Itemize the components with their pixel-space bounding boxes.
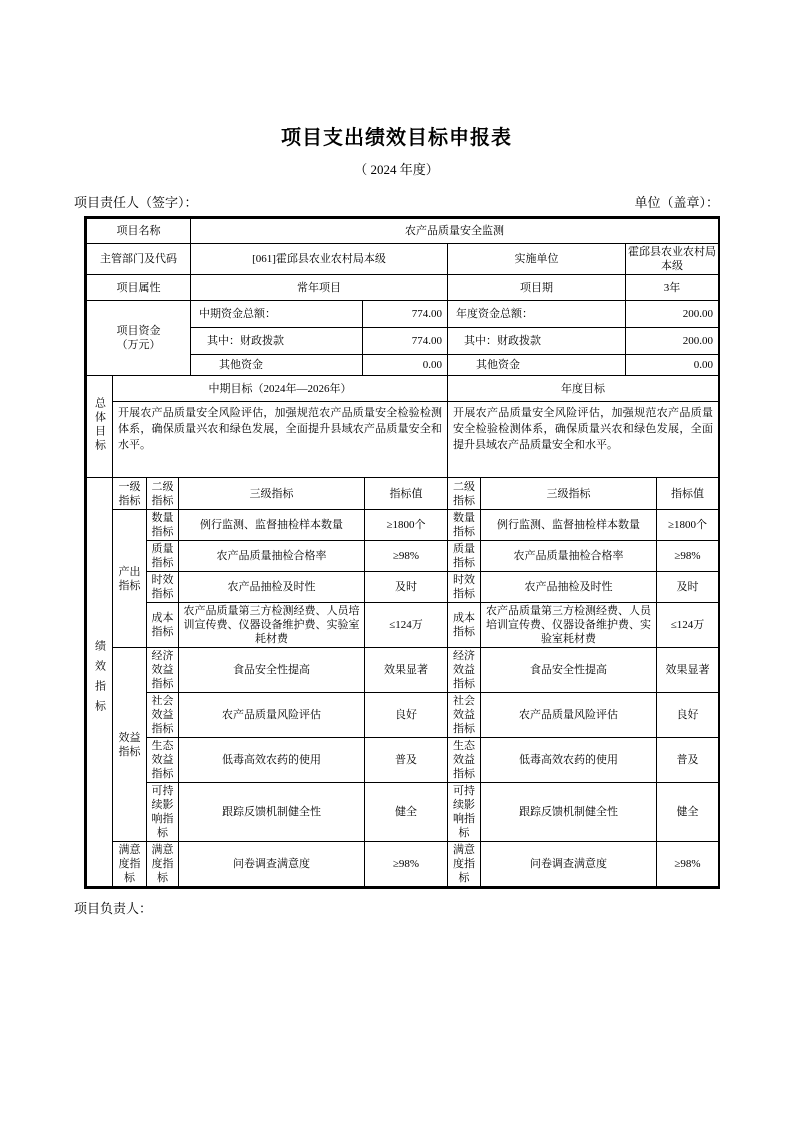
l3-cell: 农产品质量风险评估: [179, 693, 365, 738]
annual-other-label: 其他资金: [448, 355, 626, 376]
indicator-row: [87, 693, 719, 738]
l3-cell: 低毒高效农药的使用: [179, 738, 365, 783]
header-level2-annual: 二级指标: [448, 478, 481, 510]
value-cell: ≥98%: [365, 541, 448, 572]
indicator-row: [87, 510, 719, 541]
l3-cell: 问卷调查满意度: [179, 842, 365, 887]
value-cell: 及时: [365, 572, 448, 603]
mid-goal-header: 中期目标（2024年—2026年）: [113, 376, 448, 402]
indicator-row: [87, 783, 719, 842]
project-leader-label: 项目负责人：: [74, 901, 153, 916]
table-row: [87, 219, 719, 244]
value-cell-annual: ≥1800个: [657, 510, 719, 541]
overall-goal-label-text: 总体目标: [93, 396, 106, 453]
l2-cell: 经济效益指标: [147, 648, 179, 693]
l3-cell-annual: 农产品质量风险评估: [481, 693, 657, 738]
l2-cell: 社会效益指标: [147, 693, 179, 738]
impl-unit-label: 实施单位: [448, 244, 626, 275]
overall-goal-table: [86, 375, 719, 478]
mid-fiscal-value: 774.00: [363, 328, 448, 355]
l3-cell: 跟踪反馈机制健全性: [179, 783, 365, 842]
project-info-table: [86, 218, 719, 376]
group-output-label: 产出指标: [113, 510, 147, 648]
l3-cell-annual: 农产品质量抽检合格率: [481, 541, 657, 572]
group-satisfaction-label: 满意度指标: [113, 842, 147, 887]
annual-other-value: 0.00: [626, 355, 719, 376]
signature-row: [74, 192, 719, 211]
value-cell: ≥98%: [365, 842, 448, 887]
table-row: [87, 376, 719, 402]
indicators-table: [86, 477, 719, 887]
l2-cell: 质量指标: [147, 541, 179, 572]
mid-other-label: 其他资金: [191, 355, 363, 376]
mid-total-value: 774.00: [363, 301, 448, 328]
value-cell-annual: ≤124万: [657, 603, 719, 648]
indicator-row: [87, 842, 719, 887]
annual-total-label: 年度资金总额：: [448, 301, 626, 328]
annual-total-value: 200.00: [626, 301, 719, 328]
l2-cell-annual: 可持续影响指标: [448, 783, 481, 842]
unit-seal-label: 单位（盖章）：: [634, 195, 719, 210]
attribute-label: 项目属性: [87, 275, 191, 301]
value-cell: ≤124万: [365, 603, 448, 648]
l2-cell-annual: 质量指标: [448, 541, 481, 572]
l2-cell-annual: 成本指标: [448, 603, 481, 648]
table-row: [87, 402, 719, 478]
project-name-label: 项目名称: [87, 219, 191, 244]
l3-cell: 农产品质量第三方检测经费、人员培训宣传费、仪器设备维护费、实验室耗材费: [179, 603, 365, 648]
value-cell-annual: 普及: [657, 738, 719, 783]
indicator-row: [87, 738, 719, 783]
l2-cell-annual: 满意度指标: [448, 842, 481, 887]
overall-goal-label: [87, 376, 113, 478]
l3-cell-annual: 例行监测、监督抽检样本数量: [481, 510, 657, 541]
value-cell-annual: 健全: [657, 783, 719, 842]
header-value: 指标值: [365, 478, 448, 510]
dept-code-label: 主管部门及代码: [87, 244, 191, 275]
performance-indicators-label-text: 绩效指标: [93, 640, 106, 720]
page-subtitle-year: （ 2024 年度）: [354, 162, 439, 177]
group-benefit-label: 效益指标: [113, 648, 147, 842]
annual-fiscal-label: 其中：财政拨款: [448, 328, 626, 355]
annual-fiscal-value: 200.00: [626, 328, 719, 355]
header-level2: 二级指标: [147, 478, 179, 510]
value-cell: 良好: [365, 693, 448, 738]
value-cell: ≥1800个: [365, 510, 448, 541]
l3-cell: 食品安全性提高: [179, 648, 365, 693]
l2-cell-annual: 社会效益指标: [448, 693, 481, 738]
header-level3: 三级指标: [179, 478, 365, 510]
l3-cell-annual: 问卷调查满意度: [481, 842, 657, 887]
table-row: [87, 244, 719, 275]
annual-goal-header: 年度目标: [448, 376, 719, 402]
l2-cell: 时效指标: [147, 572, 179, 603]
annual-goal-text: 开展农产品质量安全风险评估，加强规范农产品质量安全检验检测体系，确保质量兴农和绿色发展，全面提升县域农产品质量安全和水平。: [448, 402, 719, 478]
attribute-value: 常年项目: [191, 275, 448, 301]
l3-cell-annual: 农产品质量第三方检测经费、人员培训宣传费、仪器设备维护费、实验室耗材费: [481, 603, 657, 648]
page-title: 项目支出绩效目标申报表: [281, 127, 512, 149]
l2-cell-annual: 数量指标: [448, 510, 481, 541]
funds-row: [87, 301, 719, 328]
l3-cell: 例行监测、监督抽检样本数量: [179, 510, 365, 541]
mid-total-label: 中期资金总额：: [191, 301, 363, 328]
table-row: [87, 275, 719, 301]
l3-cell-annual: 低毒高效农药的使用: [481, 738, 657, 783]
value-cell-annual: ≥98%: [657, 842, 719, 887]
value-cell: 效果显著: [365, 648, 448, 693]
l2-cell-annual: 经济效益指标: [448, 648, 481, 693]
l3-cell-annual: 农产品抽检及时性: [481, 572, 657, 603]
l3-cell: 农产品质量抽检合格率: [179, 541, 365, 572]
value-cell-annual: ≥98%: [657, 541, 719, 572]
indicator-row: [87, 648, 719, 693]
value-cell: 普及: [365, 738, 448, 783]
impl-unit-value: 霍邱县农业农村局本级: [626, 244, 719, 275]
mid-fiscal-label: 其中：财政拨款: [191, 328, 363, 355]
mid-goal-text: 开展农产品质量安全风险评估，加强规范农产品质量安全检验检测体系，确保质量兴农和绿色发展，全面提升县域农产品质量安全和水平。: [113, 402, 448, 478]
funds-label-line2: （万元）: [116, 339, 161, 351]
l2-cell: 数量指标: [147, 510, 179, 541]
project-name-value: 农产品质量安全监测: [191, 219, 719, 244]
funds-label: [87, 301, 191, 376]
value-cell-annual: 及时: [657, 572, 719, 603]
l3-cell: 农产品抽检及时性: [179, 572, 365, 603]
performance-indicators-label: [87, 478, 113, 887]
dept-code-value: [061]霍邱县农业农村局本级: [191, 244, 448, 275]
l2-cell: 成本指标: [147, 603, 179, 648]
value-cell-annual: 良好: [657, 693, 719, 738]
indicator-row: [87, 603, 719, 648]
l3-cell-annual: 跟踪反馈机制健全性: [481, 783, 657, 842]
header-value-annual: 指标值: [657, 478, 719, 510]
l2-cell-annual: 生态效益指标: [448, 738, 481, 783]
l2-cell: 可持续影响指标: [147, 783, 179, 842]
l2-cell-annual: 时效指标: [448, 572, 481, 603]
l2-cell: 生态效益指标: [147, 738, 179, 783]
indicators-header-row: [87, 478, 719, 510]
period-value: 3年: [626, 275, 719, 301]
header-level3-annual: 三级指标: [481, 478, 657, 510]
value-cell-annual: 效果显著: [657, 648, 719, 693]
responsible-person-label: 项目责任人（签字）：: [74, 195, 198, 210]
header-level1: 一级指标: [113, 478, 147, 510]
l3-cell-annual: 食品安全性提高: [481, 648, 657, 693]
mid-other-value: 0.00: [363, 355, 448, 376]
indicator-row: [87, 541, 719, 572]
value-cell: 健全: [365, 783, 448, 842]
funds-label-line1: 项目资金: [116, 325, 161, 337]
indicator-row: [87, 572, 719, 603]
l2-cell: 满意度指标: [147, 842, 179, 887]
declaration-table: [84, 216, 720, 889]
period-label: 项目期: [448, 275, 626, 301]
